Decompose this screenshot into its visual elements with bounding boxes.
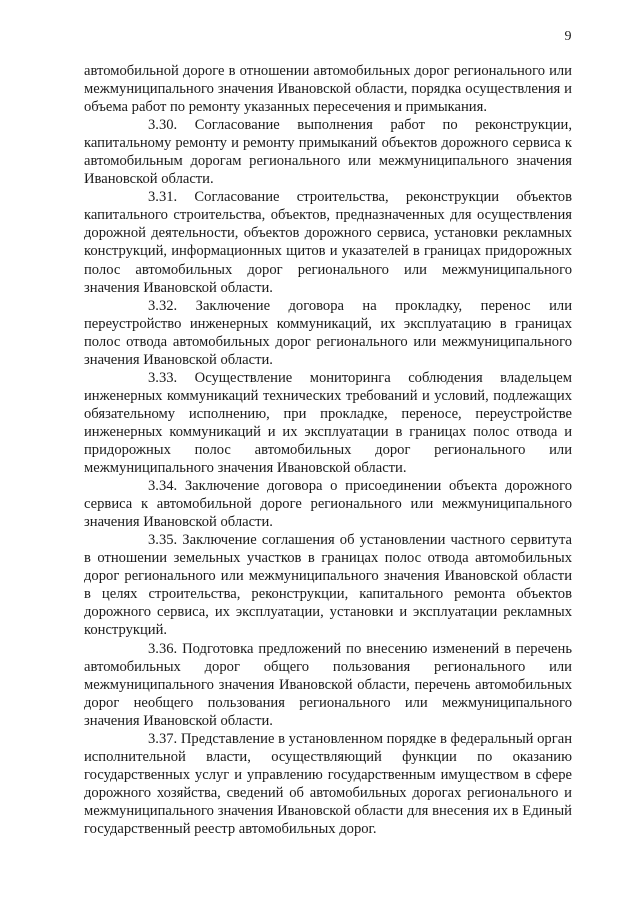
document-body xyxy=(84,62,572,838)
paragraph-3-34: 3.34. Заключение договора о присоединении объекта дорожного сервиса к автомобильной дороге регионального или межмуниципального значения Ивановской области. xyxy=(84,478,572,531)
paragraph-3-31: 3.31. Согласование строительства, реконструкции объектов капитального строительства, объектов, предназначенных для осуществления дорожной деятельности, объектов дорожного сервиса, установки рекламных конструкций, информационных щитов и указателей в границах придорожных полос автомобильных дорог регионального или межмуниципального значения Ивановской области. xyxy=(84,189,572,296)
paragraph-3-32: 3.32. Заключение договора на прокладку, перенос или переустройство инженерных коммуникаций, их эксплуатацию в границах полос отвода автомобильных дорог регионального или межмуниципального значения Ивановской области. xyxy=(84,297,572,368)
paragraph-3-36: 3.36. Подготовка предложений по внесению изменений в перечень автомобильных дорог общего пользования регионального или межмуниципального значения Ивановской области, перечень автомобильных дорог необщего пользования регионального или межмуниципального значения Ивановской области. xyxy=(84,640,572,729)
paragraph-3-37: 3.37. Представление в установленном порядке в федеральный орган исполнительной власти, осуществляющий функции по оказанию государственных услуг и управлению государственным имуществом в сфере дорожного хозяйства, сведений об автомобильных дорогах регионального и межмуниципального значения Ивановской области для внесения их в Единый государственный реестр автомобильных дорог. xyxy=(84,730,572,837)
paragraph-3-30: 3.30. Согласование выполнения работ по реконструкции, капитальному ремонту и ремонту примыканий объектов дорожного сервиса к автомобильным дорогам регионального или межмуниципального значения Ивановской области. xyxy=(84,117,572,188)
paragraph-3-35: 3.35. Заключение соглашения об установлении частного сервитута в отношении земельных участков в границах полос отвода автомобильных дорог регионального или межмуниципального значения Ивановской области в целях строительства, реконструкции, капитального ремонта объектов дорожного сервиса, их эксплуатации, установки и эксплуатации рекламных конструкций. xyxy=(84,532,572,639)
page-number: 9 xyxy=(564,29,572,44)
paragraph-continuation: автомобильной дороге в отношении автомобильных дорог регионального или межмуниципального значения Ивановской области, порядка осуществления и объема работ по ремонту указанных пересечения и примыкания. xyxy=(84,63,572,116)
paragraph-3-33: 3.33. Осуществление мониторинга соблюдения владельцем инженерных коммуникаций технических требований и условий, подлежащих обязательному исполнению, при прокладке, переносе, переустройстве инженерных коммуникаций и их эксплуатации в границах полос отвода и придорожных полос автомобильных дорог регионального или межмуниципального значения Ивановской области. xyxy=(84,369,572,477)
